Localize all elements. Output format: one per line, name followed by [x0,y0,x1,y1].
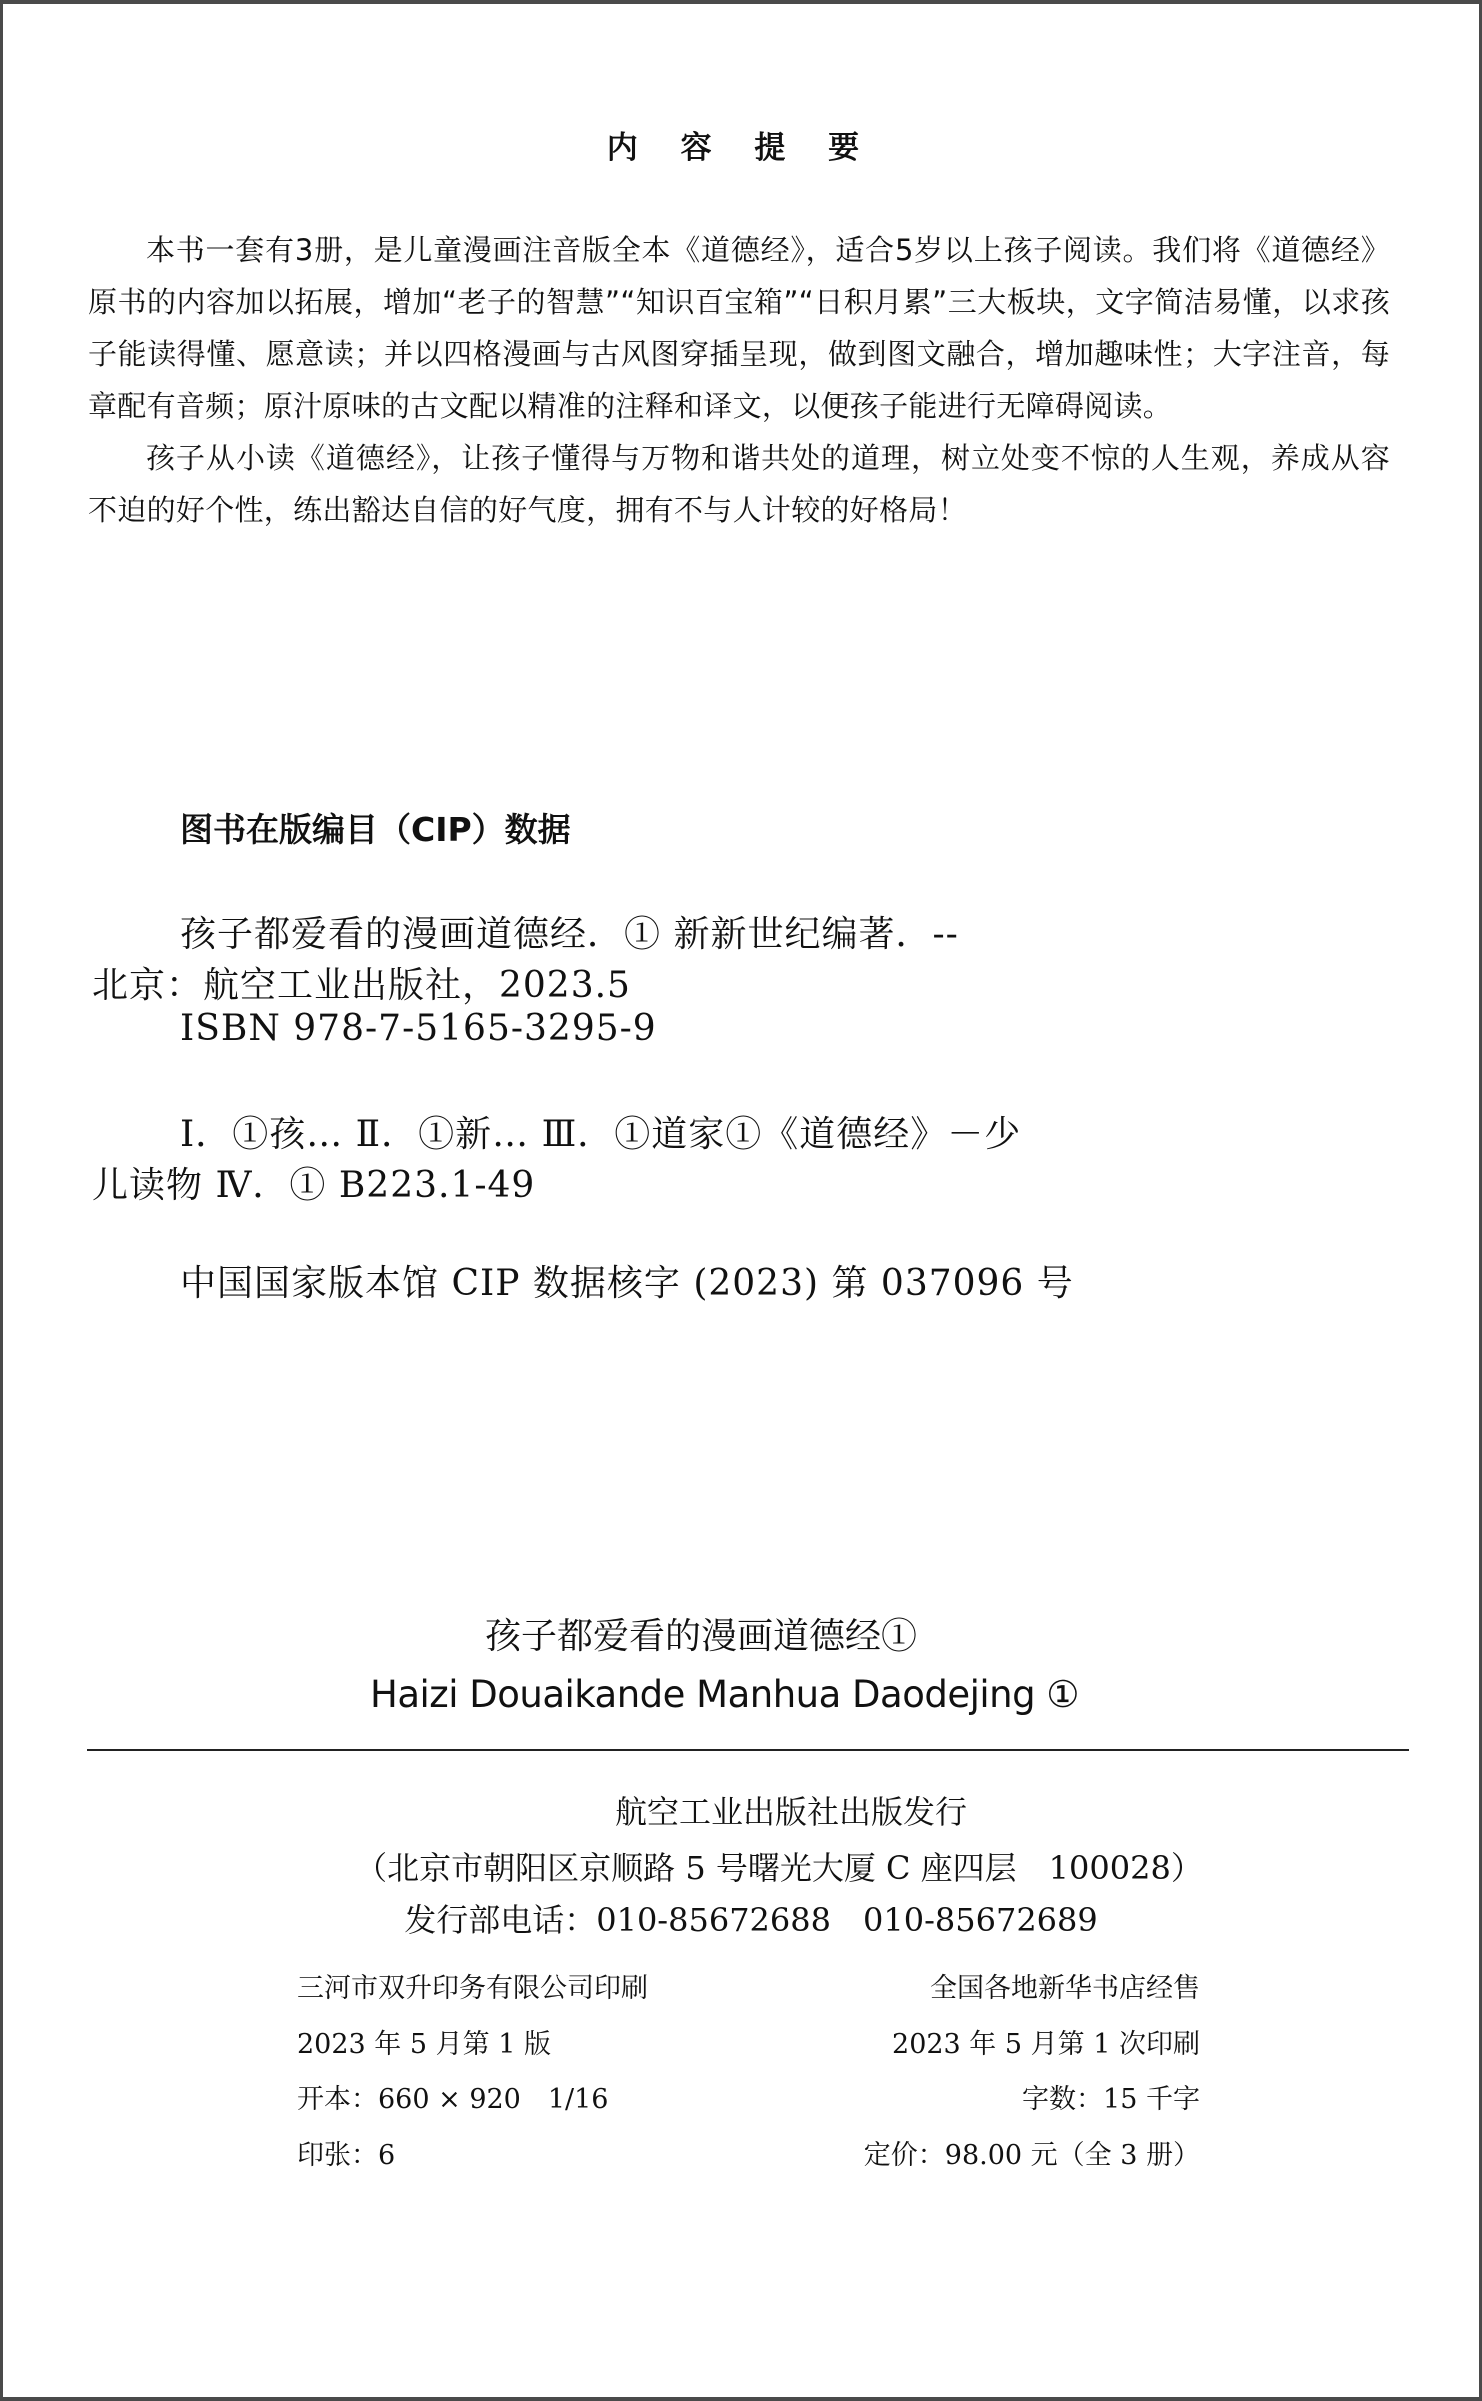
book-title-pinyin: Haizi Douaikande Manhua Daodejing ① [370,1673,1080,1716]
cip-line-isbn: ISBN 978-7-5165-3295-9 [180,1008,657,1049]
summary-body [88,224,1390,536]
edition: 2023 年 5 月第 1 版 [297,2029,551,2060]
distributor: 全国各地新华书店经售 [930,1973,1200,2004]
publisher-phone: 发行部电话：010-85672688 010-85672689 [404,1901,1098,1939]
word-count: 字数：15 千字 [1022,2084,1200,2115]
printer: 三河市双升印务有限公司印刷 [297,1973,648,2004]
cip-heading: 图书在版编目（CIP）数据 [180,810,571,849]
publisher-name: 航空工业出版社出版发行 [614,1793,967,1831]
book-title-chinese: 孩子都爱看的漫画道德经① [485,1616,918,1657]
format: 开本：660 × 920 1/16 [297,2084,609,2115]
divider-rule [87,1749,1409,1751]
cip-line-registration: 中国国家版本馆 CIP 数据核字 (2023) 第 037096 号 [180,1263,1074,1304]
cip-line-classification-cont: 儿读物 Ⅳ．① B223.1-49 [92,1165,536,1206]
cip-line-classification: Ⅰ．①孩… Ⅱ．①新… Ⅲ．①道家①《道德经》－少 [180,1114,1022,1155]
summary-paragraph-2: 孩子从小读《道德经》，让孩子懂得与万物和谐共处的道理，树立处变不惊的人生观，养成从容不迫的好个性，练出豁达自信的好气度，拥有不与人计较的好格局！ [88,441,1390,527]
cip-line-publisher: 北京：航空工业出版社，2023.5 [92,965,631,1006]
cip-line-title: 孩子都爱看的漫画道德经．① 新新世纪编著．-- [180,914,959,955]
publisher-address: （北京市朝阳区京顺路 5 号曙光大厦 C 座四层 100028） [355,1849,1203,1887]
summary-paragraph-1: 本书一套有3册，是儿童漫画注音版全本《道德经》，适合5岁以上孩子阅读。我们将《道德经》原书的内容加以拓展，增加“老子的智慧”“知识百宝箱”“日积月累”三大板块，文字简洁易懂，以求孩子能读得懂、愿意读；并以四格漫画与古风图穿插呈现，做到图文融合，增加趣味性；大字注音，每章配有音频；原汁原味的古文配以精准的注释和译文，以便孩子能进行无障碍阅读。 [88,233,1390,423]
summary-title: 内 容 提 要 [606,130,876,166]
printed-sheets: 印张：6 [297,2140,396,2171]
printing: 2023 年 5 月第 1 次印刷 [892,2029,1200,2060]
price: 定价：98.00 元（全 3 册） [863,2140,1200,2171]
